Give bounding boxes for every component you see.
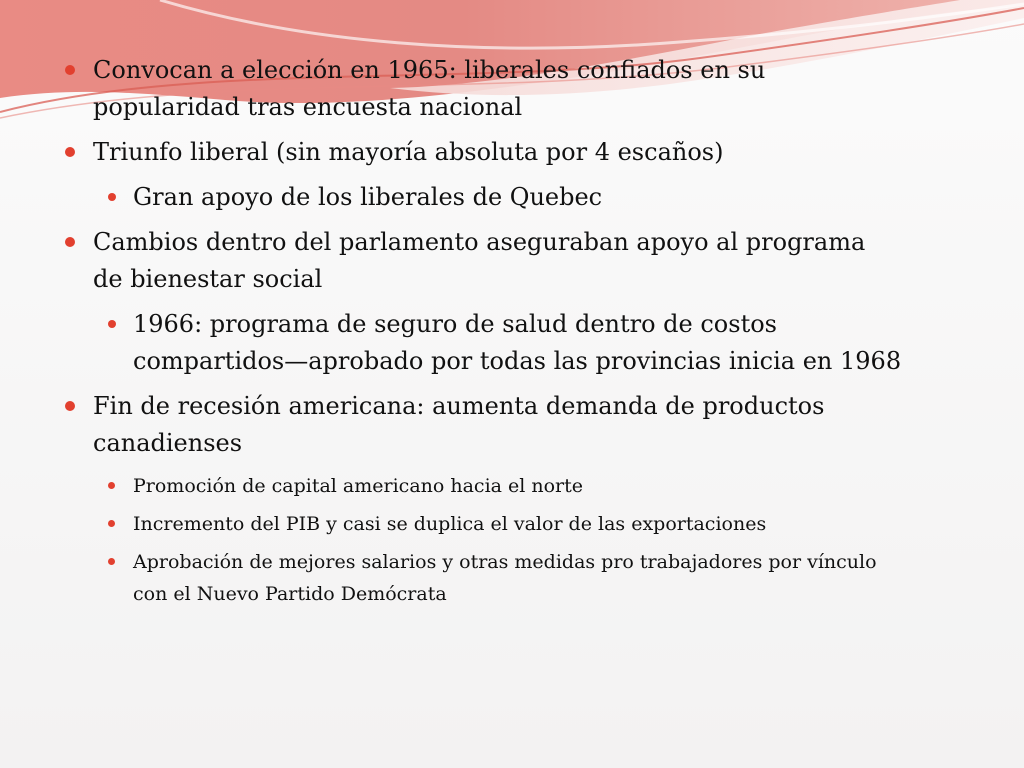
bullet-item-fin-recesion bbox=[62, 388, 902, 462]
bullet-marker bbox=[108, 482, 115, 489]
bullet-marker bbox=[108, 520, 115, 527]
bullet-text: Gran apoyo de los liberales de Quebec bbox=[133, 183, 603, 211]
bullet-item-cambios-parlamento bbox=[62, 224, 902, 298]
bullet-marker bbox=[65, 237, 75, 247]
sub-bullet-mejores-salarios bbox=[62, 546, 902, 610]
bullet-text: Promoción de capital americano hacia el norte bbox=[133, 475, 584, 497]
bullet-text: Triunfo liberal (sin mayoría absoluta por 4 escaños) bbox=[93, 138, 724, 166]
sub-bullet-incremento-pib bbox=[62, 508, 902, 540]
bullet-marker bbox=[108, 193, 116, 201]
bullet-marker bbox=[65, 65, 75, 75]
bullet-item-triunfo-liberal bbox=[62, 134, 902, 171]
bullet-text: Cambios dentro del parlamento aseguraban apoyo al programa de bienestar social bbox=[93, 228, 866, 293]
bullet-marker bbox=[65, 401, 75, 411]
sub-bullet-apoyo-quebec bbox=[62, 179, 902, 216]
bullet-text: Convocan a elección en 1965: liberales confiados en su popularidad tras encuesta nacional bbox=[93, 56, 766, 121]
bullet-list bbox=[62, 52, 902, 616]
bullet-text: Aprobación de mejores salarios y otras medidas pro trabajadores por vínculo con el Nuevo Partido Demócrata bbox=[133, 551, 877, 605]
bullet-text: 1966: programa de seguro de salud dentro de costos compartidos—aprobado por todas las provincias inicia en 1968 bbox=[133, 310, 902, 375]
sub-bullet-seguro-salud bbox=[62, 306, 902, 380]
bullet-marker bbox=[108, 558, 115, 565]
bullet-text: Incremento del PIB y casi se duplica el valor de las exportaciones bbox=[133, 513, 767, 535]
bullet-text: Fin de recesión americana: aumenta demanda de productos canadienses bbox=[93, 392, 825, 457]
bullet-marker bbox=[108, 320, 116, 328]
bullet-item-eleccion-1965 bbox=[62, 52, 902, 126]
sub-bullet-capital-americano bbox=[62, 470, 902, 502]
bullet-marker bbox=[65, 147, 75, 157]
